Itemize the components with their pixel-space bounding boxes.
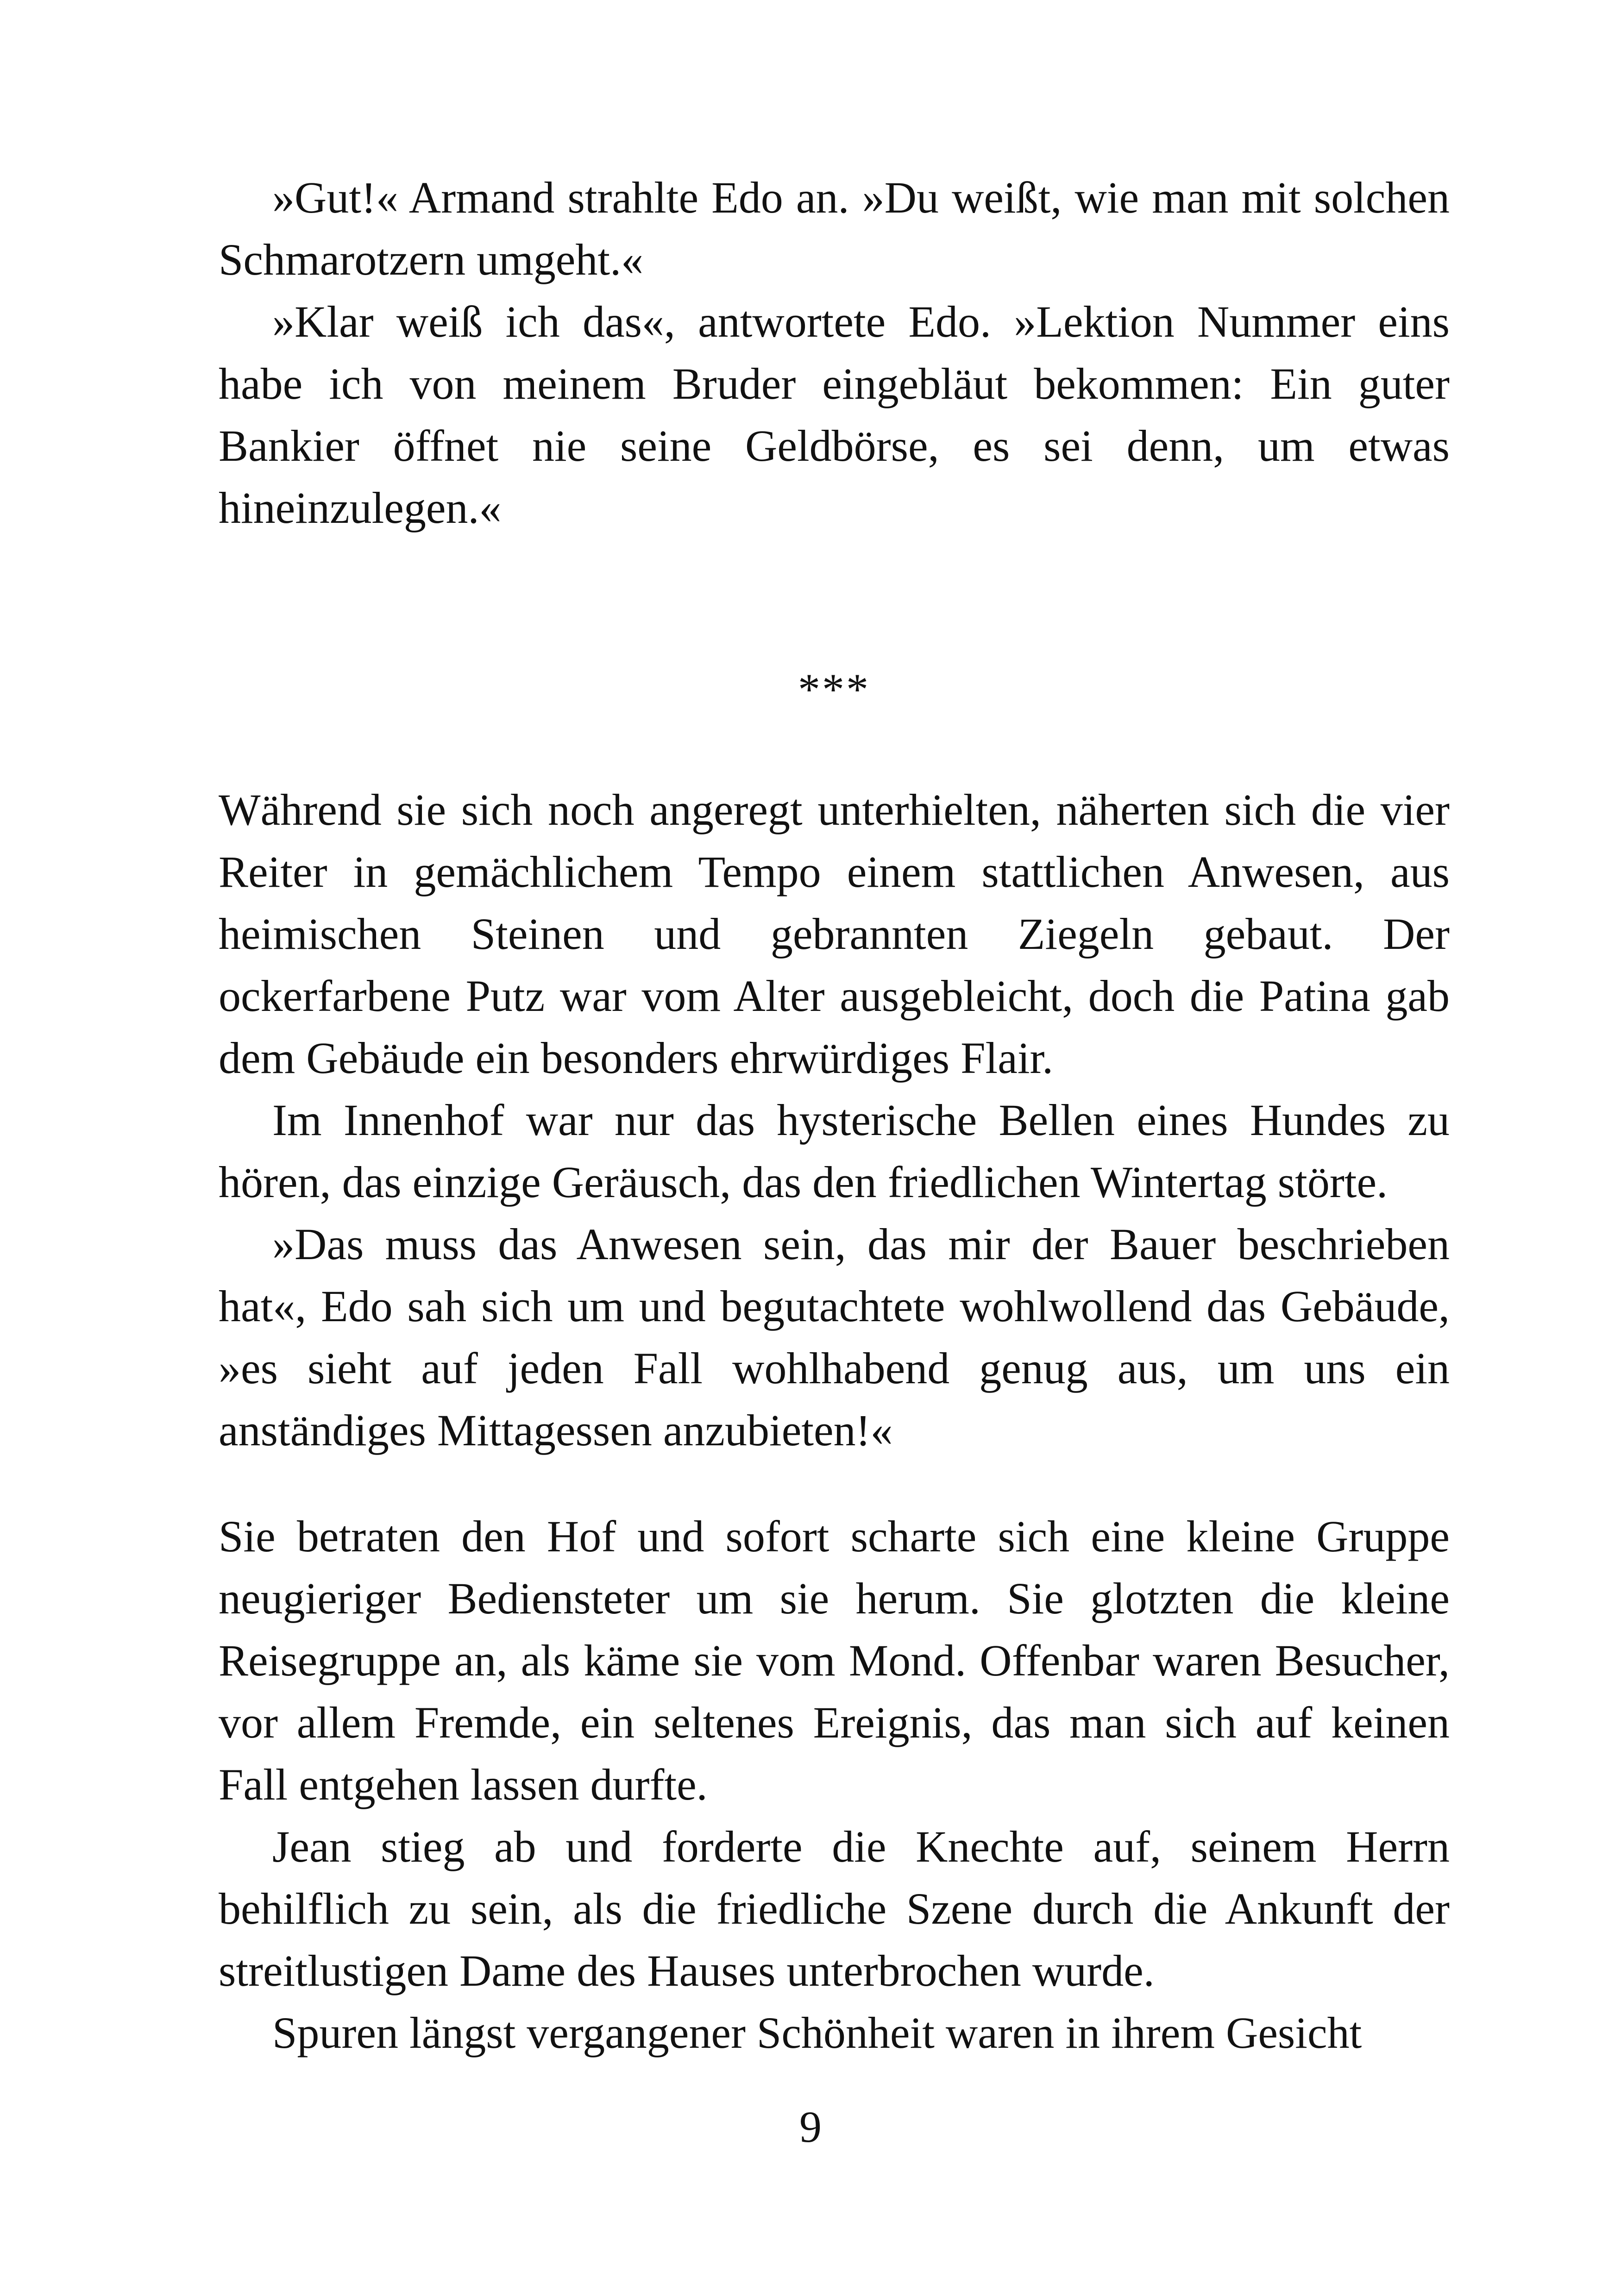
- paragraph: »Klar weiß ich das«, antwortete Edo. »Lektion Nummer eins habe ich von meinem Bruder eingebläut bekommen: Ein guter Bankier öffnet nie seine Geldbörse, es sei denn, um etwas hineinzulegen.«: [219, 297, 1450, 533]
- paragraph: »Das muss das Anwesen sein, das mir der Bauer beschrieben hat«, Edo sah sich um und begutachtete wohlwollend das Gebäude, »es sieht auf jeden Fall wohlhabend genug aus, um uns ein anständiges Mittagessen anzubieten!«: [219, 1219, 1450, 1455]
- paragraph: Im Innenhof war nur das hysterische Bellen eines Hundes zu hören, das einzige Geräusch, das den friedlichen Wintertag störte.: [219, 1095, 1450, 1207]
- section-3: [219, 1506, 1450, 2064]
- section-2: [219, 779, 1450, 1462]
- paragraph: Jean stieg ab und forderte die Knechte auf, seinem Herrn behilflich zu sein, als die friedliche Szene durch die Ankunft der streitlustigen Dame des Hauses unterbrochen wurde.: [219, 1822, 1450, 1995]
- scene-separator: ***: [798, 665, 870, 714]
- paragraph: Sie betraten den Hof und sofort scharte sich eine kleine Gruppe neugieriger Bediensteter um sie herum. Sie glotzten die kleine Reisegruppe an, als käme sie vom Mond. Offenbar waren Besucher, vor allem Fremde, ein seltenes Ereignis, das man sich auf keinen Fall entgehen lassen durfte.: [219, 1512, 1450, 1809]
- page-number: 9: [799, 2102, 822, 2152]
- section-1: [219, 167, 1450, 539]
- paragraph: »Gut!« Armand strahlte Edo an. »Du weißt, wie man mit solchen Schmarotzern umgeht.«: [219, 173, 1450, 284]
- paragraph: Spuren längst vergangener Schönheit waren in ihrem Gesicht: [272, 2008, 1362, 2058]
- paragraph: Während sie sich noch angeregt unterhielten, näherten sich die vier Reiter in gemächlichem Tempo einem stattlichen Anwesen, aus heimischen Steinen und gebrannten Ziegeln gebaut. Der ockerfarbene Putz war vom Alter ausgebleicht, doch die Patina gab dem Gebäude ein besonders ehrwürdiges Flair.: [219, 785, 1450, 1083]
